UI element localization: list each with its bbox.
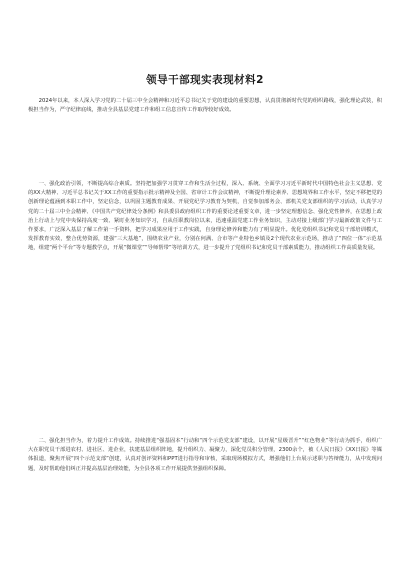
- page-title: 领导干部现实表现材料2: [146, 74, 264, 86]
- paragraph-intro: 2024年以来，本人深入学习党的二十届三中全会精神和习近平总书记关于党的建设的重要思想，认真贯彻新时代党的组织路线，强化理论武装，积极担当作为，严守纪律底线，推动全县基层党建工作和组工信息宣传工作取得较好成效。: [28, 98, 382, 114]
- paragraph-section-1: 一、强化政治引领，不断提高综合素质。坚持把加强学习贯穿工作和生活全过程，深入、系统、全面学习习近平新时代中国特色社会主义思想、党的XX大精神、习近平总书记关于XX工作的重要指示批示精神及全国、省审计工作会议精神，不断提升理论素养、思想境界和工作水平，坚定不移把党的创新理论蕴涵到本职工作中，坚定信念，以巩固主题教育成果、开展党纪学习教育为契机，自觉参加部务会、部机关党支部组织的学习活动，认真学习党的二十届三中全会精神、《中国共产党纪律处分条例》和县委县政府组织工作的重要论述重要文章，进一步坚定理想信念、强化党性修养，在思想上政治上行动上与党中央保持高度一致、紧盯业务知识学习，自从任职教岗位以来，迅速重温党建工作业务知识，主动对接上级部门学习最新政策文件与工作要求，广泛深入基层了解工作第一手资料，把学习成果应用于工作实践，自身理论修养和能力有了明显提升。优化党组织书记和党员干部培训模式，发挥教育实效，整合优势资源，建强“三大基地”，围绕农业产业，分别在何满、合市等产业特色乡镇及2个现代农业示范场，推动了“四位一体”示范基地，组建“两个平台”等专题教学点，开展“微课堂”“导师帮带”等培训方式，进一步提升了党组织书记和党员干部素质能力，推动组织工作高质量发展。: [28, 181, 382, 252]
- paragraph-section-2: 二、强化担当作为，着力提升工作成效。持续推进“强基固本”行动和“四个示范党支部”建设，以开展“星级晋升”“红色物业”等行动为抓手，组织广大在职党员干部进农村、进社区、进企业，扶建基层组织阵地，提升组织力、凝聚力，深化党员积分管理，2300余个，被《人民日报》《XX日报》等媒体报道，聚焦开展“四个示范支部”创建，认真对创评资料和PPT进行指导和审核，采取现场模拟方式，增强他们上台展示述职与答辩能力，从中发现问题，及时帮助他们纠正并提高基层治理效能，为全县各项工作开展提供坚强组织保障。: [28, 438, 382, 472]
